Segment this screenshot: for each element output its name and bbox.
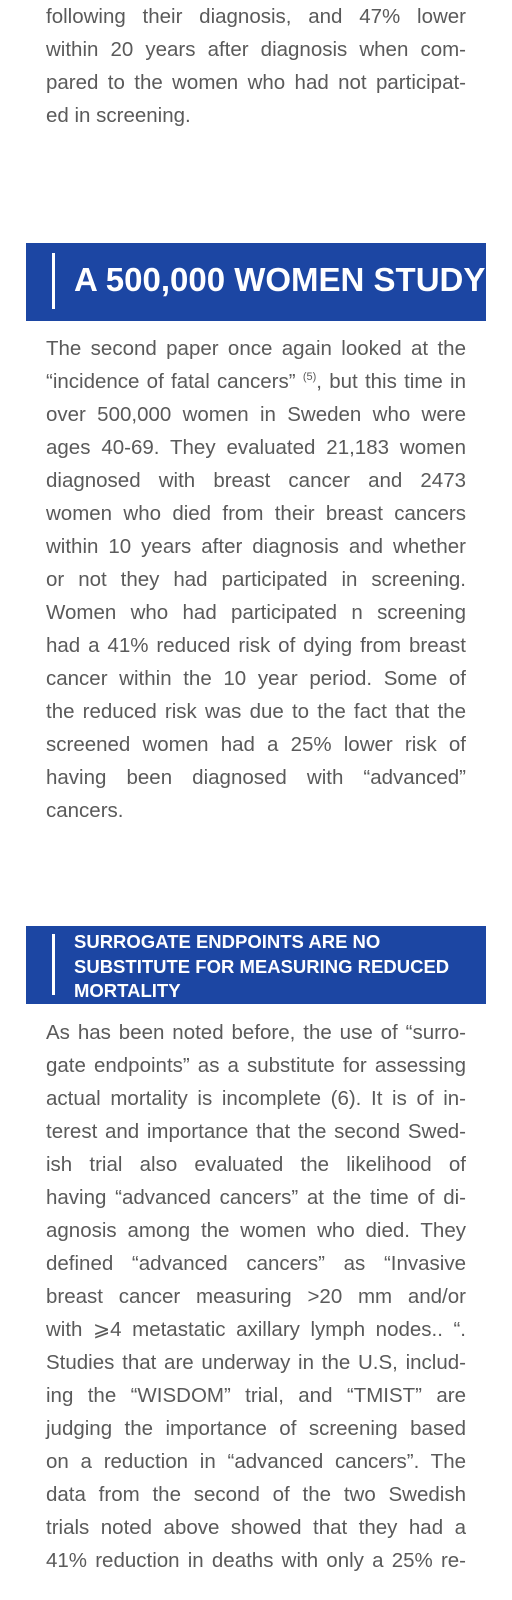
text-line: judging the importance of screening based [46, 1417, 466, 1440]
text-line [46, 365, 466, 398]
text-line: ish trial also evaluated the likelihood of [46, 1153, 466, 1176]
text-line: terest and importance that the second Swed- [46, 1120, 466, 1143]
text-line: ages 40-69. They evaluated 21,183 women [46, 436, 466, 459]
text-line: cancers. [46, 799, 124, 822]
title-line: SURROGATE ENDPOINTS ARE NO [74, 931, 381, 952]
citation-ref: (5) [302, 371, 317, 383]
text-line: Women who had participated n screening [46, 601, 466, 624]
text-line: agnosis among the women who died. They [46, 1219, 466, 1242]
text-line: or not they had participated in screening. [46, 568, 466, 591]
text-line: screened women had a 25% lower risk of [46, 733, 466, 756]
section-heading-banner [26, 926, 486, 1004]
text-line: within 10 years after diagnosis and whether [46, 535, 466, 558]
text-line: cancer within the 10 year period. Some of [46, 667, 466, 690]
text-line: data from the second of the two Swedish [46, 1483, 466, 1506]
text-line: had a 41% reduced risk of dying from breast [46, 634, 466, 657]
text-line: ed in screening. [46, 104, 191, 127]
text-line: pared to the women who had not participat- [46, 71, 466, 94]
text-line: trials noted above showed that they had a [46, 1516, 466, 1539]
text-line: following their diagnosis, and 47% lower [46, 5, 466, 28]
text-line: over 500,000 women in Sweden who were [46, 403, 466, 426]
section2-paragraph [46, 1016, 466, 1577]
text-line: Studies that are underway in the U.S, includ- [46, 1351, 466, 1374]
text-line: gate endpoints” as a substitute for assessing [46, 1054, 466, 1077]
text-line: having been diagnosed with “advanced” [46, 766, 466, 789]
text-line: ing the “WISDOM” trial, and “TMIST” are [46, 1384, 466, 1407]
text-line: within 20 years after diagnosis when com- [46, 38, 466, 61]
text-line: The second paper once again looked at the [46, 337, 466, 360]
section-title: A 500,000 WOMEN STUDY [74, 261, 486, 298]
text-line: breast cancer measuring >20 mm and/or [46, 1285, 466, 1308]
text-line: diagnosed with breast cancer and 2473 [46, 469, 466, 492]
text-line: 41% reduction in deaths with only a 25% re- [46, 1549, 466, 1572]
accent-bar [52, 934, 55, 995]
text-line: the reduced risk was due to the fact that the [46, 700, 466, 723]
text-line: having “advanced cancers” at the time of di- [46, 1186, 466, 1209]
text-line: on a reduction in “advanced cancers”. The [46, 1450, 466, 1473]
section1-paragraph [46, 332, 466, 827]
accent-bar [52, 253, 55, 309]
text-line: defined “advanced cancers” as “Invasive [46, 1252, 466, 1275]
intro-paragraph [46, 0, 466, 132]
title-line: SUBSTITUTE FOR MEASURING REDUCED [74, 955, 450, 977]
text-line: actual mortality is incomplete (6). It is of in- [46, 1087, 466, 1110]
text-line: As has been noted before, the use of “surro- [46, 1021, 466, 1044]
text-line: women who died from their breast cancers [46, 502, 466, 525]
section-title [74, 930, 474, 1004]
text-line: with ⩾4 metastatic axillary lymph nodes.. “. [46, 1318, 466, 1341]
title-line: MORTALITY [74, 980, 181, 1001]
section-heading-banner [26, 243, 486, 321]
text-fragment: , but this time in [316, 370, 466, 393]
quoted-term: “incidence of fatal cancers” [46, 370, 296, 393]
